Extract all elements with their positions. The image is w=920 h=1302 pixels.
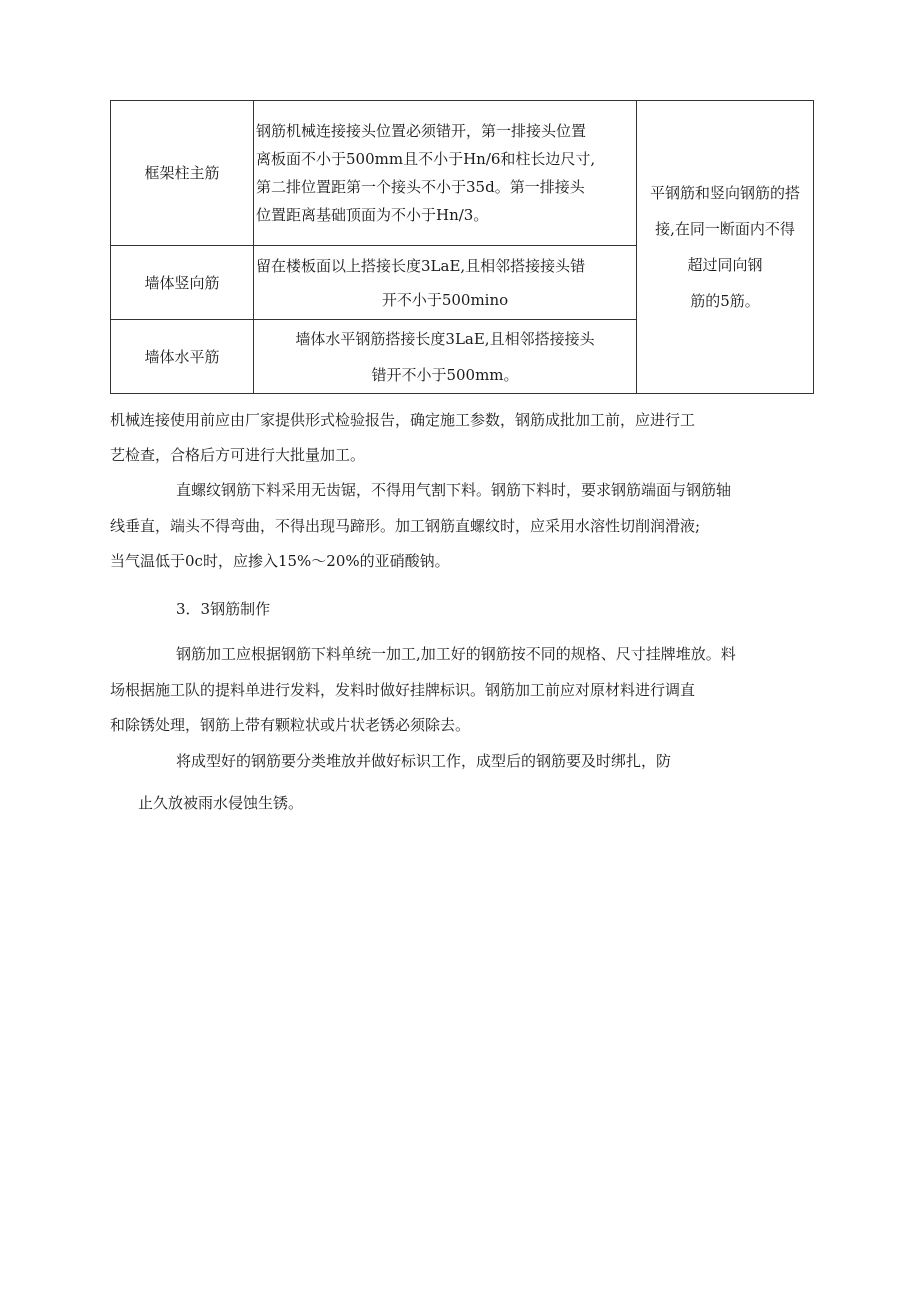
- note-line: 平钢筋和竖向钢筋的搭: [649, 184, 800, 202]
- desc-line: 离板面不小于500mm且不小于Hn/6和柱长边尺寸,: [256, 150, 596, 168]
- paragraph-line: 艺检查，合格后方可进行大批量加工。: [110, 446, 366, 464]
- paragraph-line: 止久放被雨水侵蚀生锈。: [138, 794, 304, 812]
- row-name-cell: 墙体竖向筋: [111, 246, 254, 320]
- paragraph-line: 线垂直，端头不得弯曲，不得出现马蹄形。加工钢筋直螺纹时，应采用水溶性切削润滑液;: [110, 517, 701, 535]
- paragraph-line: 和除锈处理，钢筋上带有颗粒状或片状老锈必须除去。: [110, 716, 471, 734]
- desc-line: 钢筋机械连接接头位置必须错开，第一排接头位置: [256, 122, 587, 140]
- desc-line: 位置距离基础顶面为不小于Hn/3。: [256, 206, 489, 224]
- paragraph-line: 钢筋加工应根据钢筋下料单统一加工,加工好的钢筋按不同的规格、尺寸挂牌堆放。料: [176, 645, 736, 663]
- section-heading: 3．3钢筋制作: [176, 600, 271, 618]
- paragraph-line: 场根据施工队的提料单进行发料，发料时做好挂牌标识。钢筋加工前应对原材料进行调直: [110, 681, 696, 699]
- note-line: 筋的5筋。: [690, 292, 760, 310]
- note-line: 接,在同一断面内不得: [655, 220, 795, 238]
- desc-line: 留在楼板面以上搭接长度3LaE,且相邻搭接接头错: [256, 256, 586, 275]
- row-desc-cell: [254, 320, 637, 394]
- paragraph-line: 当气温低于0c时，应掺入15%～20%的亚硝酸钠。: [110, 552, 450, 570]
- note-line: 超过同向钢: [687, 256, 763, 274]
- row-name-cell: 框架柱主筋: [111, 101, 254, 246]
- paragraph-line: 直螺纹钢筋下料采用无齿锯，不得用气割下料。钢筋下料时，要求钢筋端面与钢筋轴: [176, 481, 732, 499]
- desc-line: 第二排位置距第一个接头不小于35d。第一排接头: [256, 178, 585, 196]
- note-cell: [637, 101, 814, 394]
- desc-line: 错开不小于500mm。: [371, 365, 519, 384]
- spec-table-container: [110, 100, 810, 393]
- row-desc-cell: [254, 246, 637, 320]
- rebar-splice-table: [110, 100, 814, 394]
- table-row: [111, 101, 814, 246]
- row-name-cell: 墙体水平筋: [111, 320, 254, 394]
- row-desc-cell: [254, 101, 637, 246]
- paragraph-line: 机械连接使用前应由厂家提供形式检验报告，确定施工参数，钢筋成批加工前，应进行工: [110, 411, 696, 429]
- paragraph-line: 将成型好的钢筋要分类堆放并做好标识工作，成型后的钢筋要及时绑扎，防: [176, 752, 672, 770]
- desc-line: 开不小于500mino: [381, 290, 509, 309]
- desc-line: 墙体水平钢筋搭接长度3LaE,且相邻搭接接头: [295, 329, 595, 348]
